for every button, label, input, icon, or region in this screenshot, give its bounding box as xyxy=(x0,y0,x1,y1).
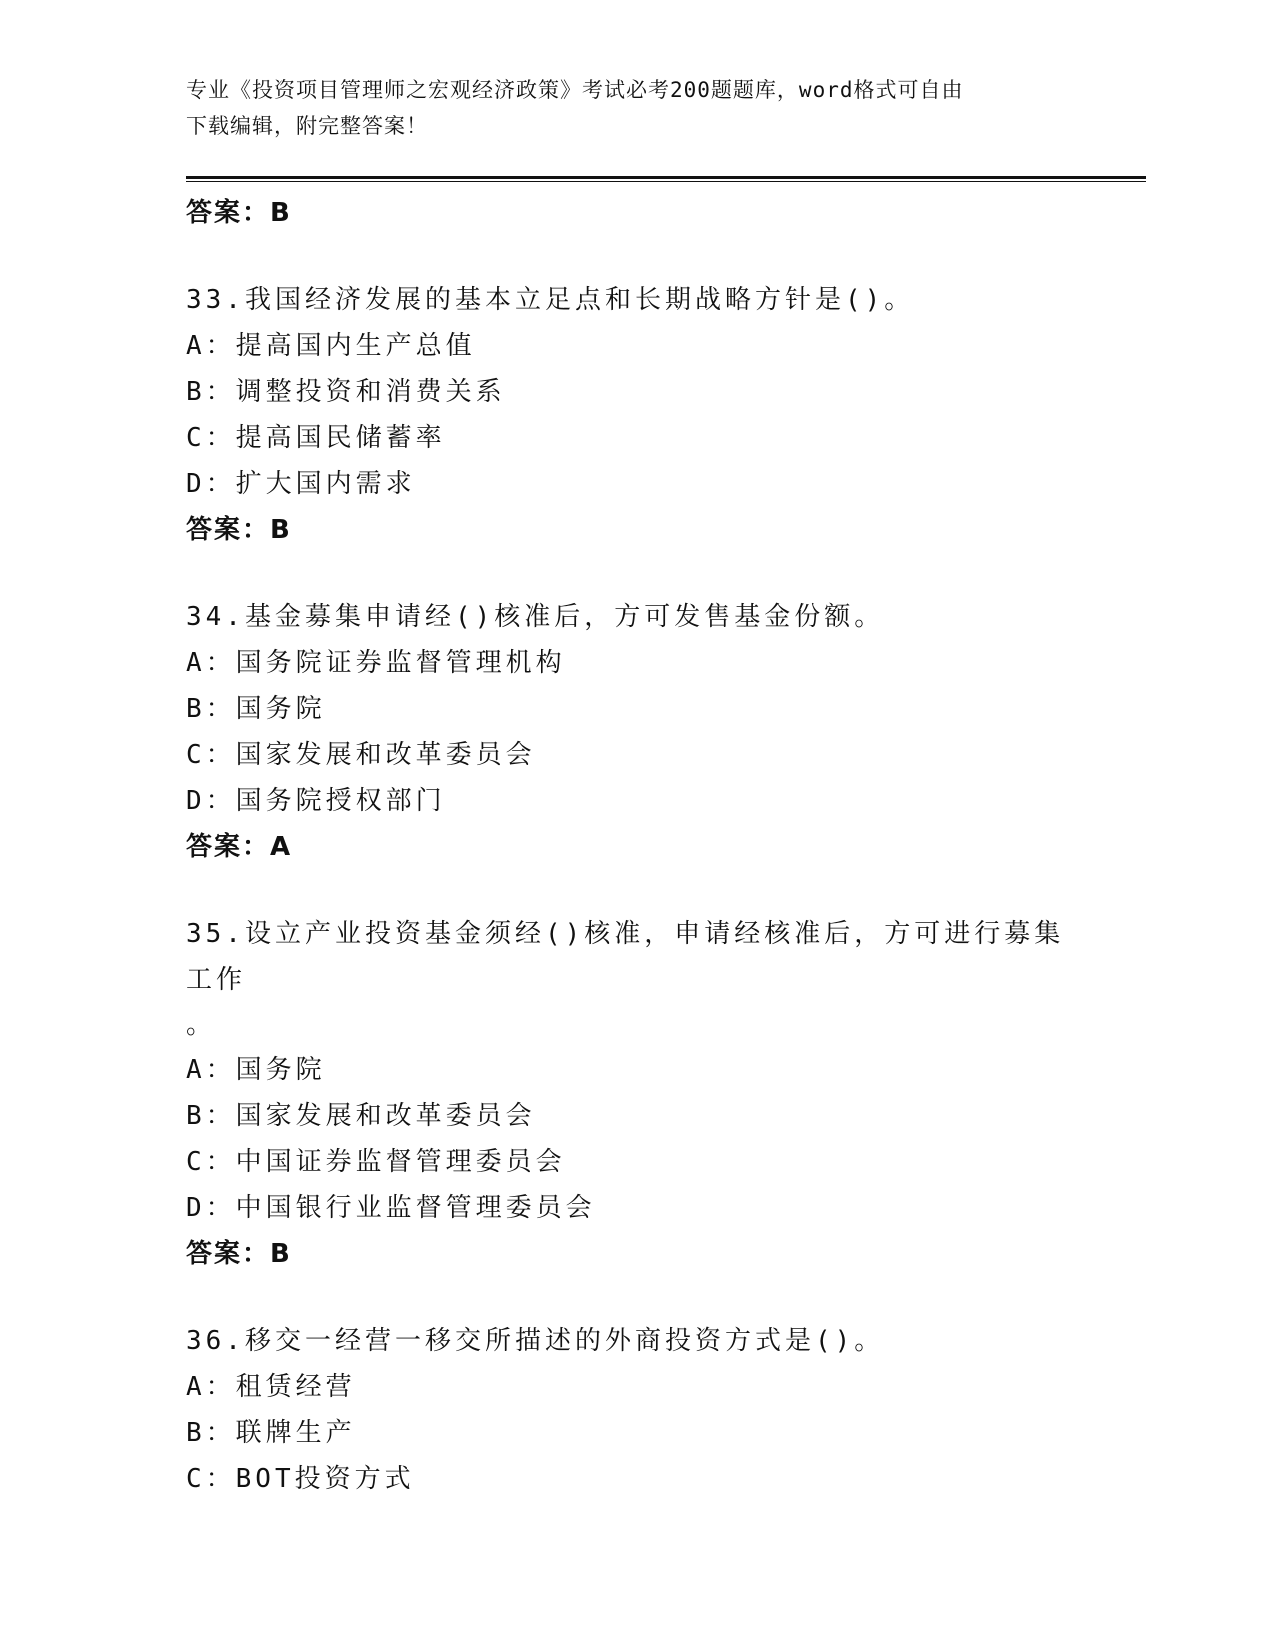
option-a: A：租赁经营 xyxy=(186,1372,356,1402)
question-block xyxy=(186,594,1086,870)
question-stem: 35.设立产业投资基金须经()核准，申请经核准后，方可进行募集工作 xyxy=(186,919,1065,995)
option-d: D：国务院授权部门 xyxy=(186,786,446,816)
option-a: A：国务院 xyxy=(186,1055,326,1085)
option-b: B：调整投资和消费关系 xyxy=(186,377,506,407)
question-list xyxy=(186,190,1086,1502)
answer-line: 答案：A xyxy=(186,832,293,862)
question-stem: 34.基金募集申请经()核准后，方可发售基金份额。 xyxy=(186,602,885,632)
question-block xyxy=(186,911,1086,1277)
answer-line: 答案：B xyxy=(186,198,292,228)
answer-line: 答案：B xyxy=(186,515,292,545)
option-b: B：联牌生产 xyxy=(186,1418,356,1448)
question-stem: 36.移交一经营一移交所描述的外商投资方式是()。 xyxy=(186,1326,885,1356)
header-divider-thick xyxy=(186,176,1146,179)
question-stem-continuation: 。 xyxy=(186,1010,213,1040)
header-divider-thin xyxy=(186,181,1146,182)
option-c: C：国家发展和改革委员会 xyxy=(186,740,536,770)
question-stem: 33.我国经济发展的基本立足点和长期战略方针是()。 xyxy=(186,285,915,315)
option-a: A：国务院证券监督管理机构 xyxy=(186,648,566,678)
option-c: C：中国证券监督管理委员会 xyxy=(186,1147,566,1177)
question-block xyxy=(186,1318,1086,1502)
question-block xyxy=(186,277,1086,553)
option-a: A：提高国内生产总值 xyxy=(186,331,476,361)
header-line-2: 下载编辑，附完整答案！ xyxy=(186,114,428,138)
option-b: B：国务院 xyxy=(186,694,326,724)
option-d: D：扩大国内需求 xyxy=(186,469,416,499)
option-c: C：提高国民储蓄率 xyxy=(186,423,446,453)
option-c: C：BOT投资方式 xyxy=(186,1464,415,1494)
answer-line: 答案：B xyxy=(186,1239,292,1269)
option-d: D：中国银行业监督管理委员会 xyxy=(186,1193,596,1223)
option-b: B：国家发展和改革委员会 xyxy=(186,1101,536,1131)
header-line-1: 专业《投资项目管理师之宏观经济政策》考试必考200题题库，word格式可自由 xyxy=(186,78,964,102)
document-header xyxy=(186,72,1086,144)
